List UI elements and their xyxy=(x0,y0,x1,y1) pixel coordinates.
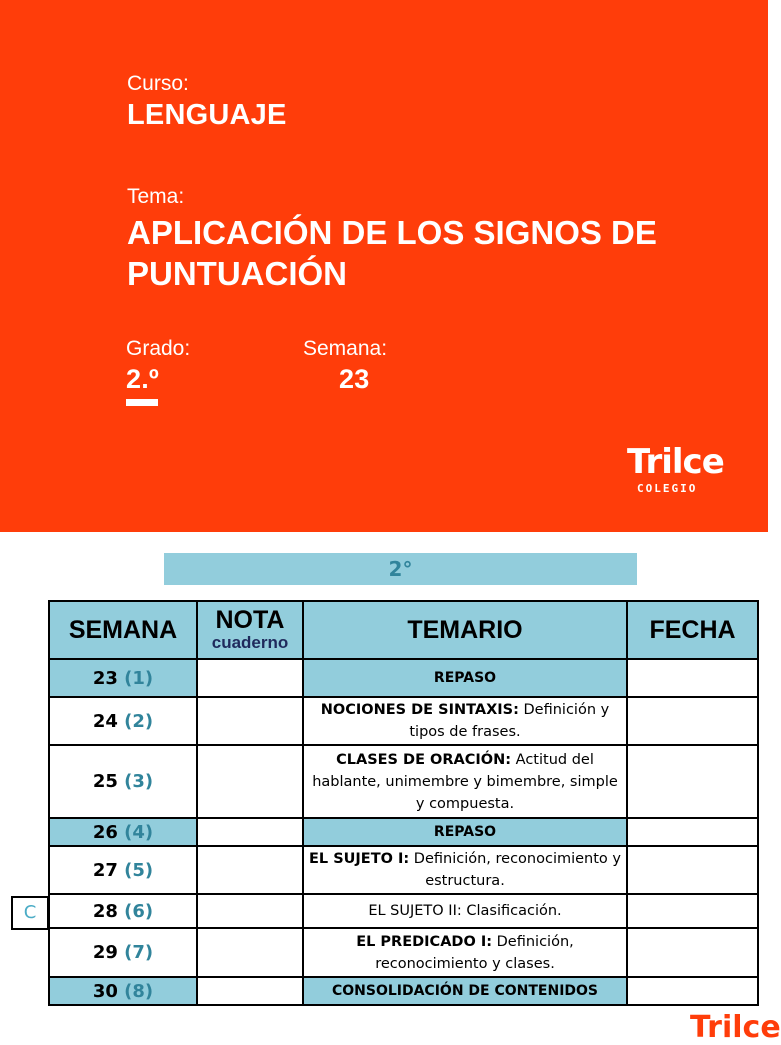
topic-title: NOCIONES DE SINTAXIS: xyxy=(320,702,519,718)
week-cell xyxy=(49,928,197,977)
topic-title: REPASO xyxy=(433,824,497,840)
fecha-cell xyxy=(627,928,758,977)
week-number: 26 xyxy=(92,821,118,843)
topic-description: Definición y tipos de frases. xyxy=(409,702,610,740)
table-header-row xyxy=(49,601,758,659)
fecha-cell xyxy=(627,977,758,1005)
session-number: (1) xyxy=(124,667,154,689)
week-cell xyxy=(49,894,197,928)
temario-cell xyxy=(303,894,627,928)
week-cell xyxy=(49,659,197,697)
fecha-cell xyxy=(627,745,758,818)
fecha-cell xyxy=(627,818,758,846)
session-number: (8) xyxy=(124,980,154,1002)
fecha-cell xyxy=(627,697,758,745)
footer-logo: Trilce xyxy=(690,1010,781,1045)
divider-band xyxy=(0,532,768,546)
header-semana: SEMANA xyxy=(49,601,197,659)
fecha-cell xyxy=(627,894,758,928)
table-row xyxy=(49,846,758,894)
week-label: Semana: xyxy=(303,337,388,360)
topic-title: CONSOLIDACIÓN DE CONTENIDOS xyxy=(331,983,599,999)
topic-title: EL SUJETO I: xyxy=(309,851,410,867)
topic-title: REPASO xyxy=(433,670,497,686)
nota-cell xyxy=(197,697,303,745)
header-fecha: FECHA xyxy=(627,601,758,659)
week-cell xyxy=(49,977,197,1005)
trilce-logo xyxy=(627,444,724,495)
topic-description: Actitud del hablante, unimembre y bimembre, simple y compuesta. xyxy=(312,751,618,812)
session-number: (4) xyxy=(124,821,154,843)
week-cell xyxy=(49,697,197,745)
logo-text: Trilce xyxy=(627,442,724,482)
fecha-cell xyxy=(627,659,758,697)
topic-label: Tema: xyxy=(127,185,185,208)
header-nota xyxy=(197,601,303,659)
session-number: (2) xyxy=(124,710,154,732)
grade-value: 2.º xyxy=(126,364,159,394)
nota-cell xyxy=(197,977,303,1005)
table-row xyxy=(49,697,758,745)
topic-description: EL SUJETO II: Clasificación. xyxy=(368,903,562,919)
header-nota-label: NOTA xyxy=(215,605,285,634)
session-number: (3) xyxy=(124,771,154,792)
logo-subtext: COLEGIO xyxy=(637,482,698,495)
temario-cell xyxy=(303,977,627,1005)
week-cell xyxy=(49,846,197,894)
nota-cell xyxy=(197,745,303,818)
grade-banner: 2° xyxy=(164,553,637,585)
grade-underline xyxy=(126,399,158,406)
week-number: 29 xyxy=(92,942,118,963)
syllabus-table xyxy=(48,600,759,1006)
week-number: 30 xyxy=(92,980,118,1002)
grade-label: Grado: xyxy=(126,337,191,360)
week-number: 27 xyxy=(92,859,118,881)
temario-cell xyxy=(303,846,627,894)
week-number: 24 xyxy=(92,710,118,732)
week-cell xyxy=(49,818,197,846)
course-label: Curso: xyxy=(127,72,189,95)
week-value: 23 xyxy=(339,364,370,394)
temario-cell xyxy=(303,818,627,846)
week-number: 23 xyxy=(92,667,118,689)
temario-cell xyxy=(303,745,627,818)
week-number: 28 xyxy=(92,900,118,922)
week-cell xyxy=(49,745,197,818)
temario-cell xyxy=(303,928,627,977)
course-value: LENGUAJE xyxy=(127,99,287,131)
nota-cell xyxy=(197,659,303,697)
nota-cell xyxy=(197,894,303,928)
header-temario: TEMARIO xyxy=(303,601,627,659)
table-row xyxy=(49,894,758,928)
fecha-cell xyxy=(627,846,758,894)
session-number: (7) xyxy=(124,942,154,963)
table-row xyxy=(49,818,758,846)
week-number: 25 xyxy=(92,771,118,792)
table-row xyxy=(49,977,758,1005)
table-row xyxy=(49,659,758,697)
header-nota-sub: cuaderno xyxy=(211,632,289,652)
table-row xyxy=(49,745,758,818)
topic-value: APLICACIÓN DE LOS SIGNOS DE PUNTUACIÓN xyxy=(127,214,657,292)
topic-title: CLASES DE ORACIÓN: xyxy=(336,751,512,768)
nota-cell xyxy=(197,928,303,977)
session-number: (5) xyxy=(124,859,154,881)
topic-title: EL PREDICADO I: xyxy=(356,933,493,950)
temario-cell xyxy=(303,697,627,745)
topic-description: Definición, reconocimiento y clases. xyxy=(375,933,574,972)
nota-cell xyxy=(197,846,303,894)
temario-cell xyxy=(303,659,627,697)
session-number: (6) xyxy=(124,900,154,922)
table-body xyxy=(49,659,758,1005)
side-marker: C xyxy=(11,896,49,930)
nota-cell xyxy=(197,818,303,846)
topic-description: Definición, reconocimiento y estructura. xyxy=(409,851,621,889)
table-row xyxy=(49,928,758,977)
